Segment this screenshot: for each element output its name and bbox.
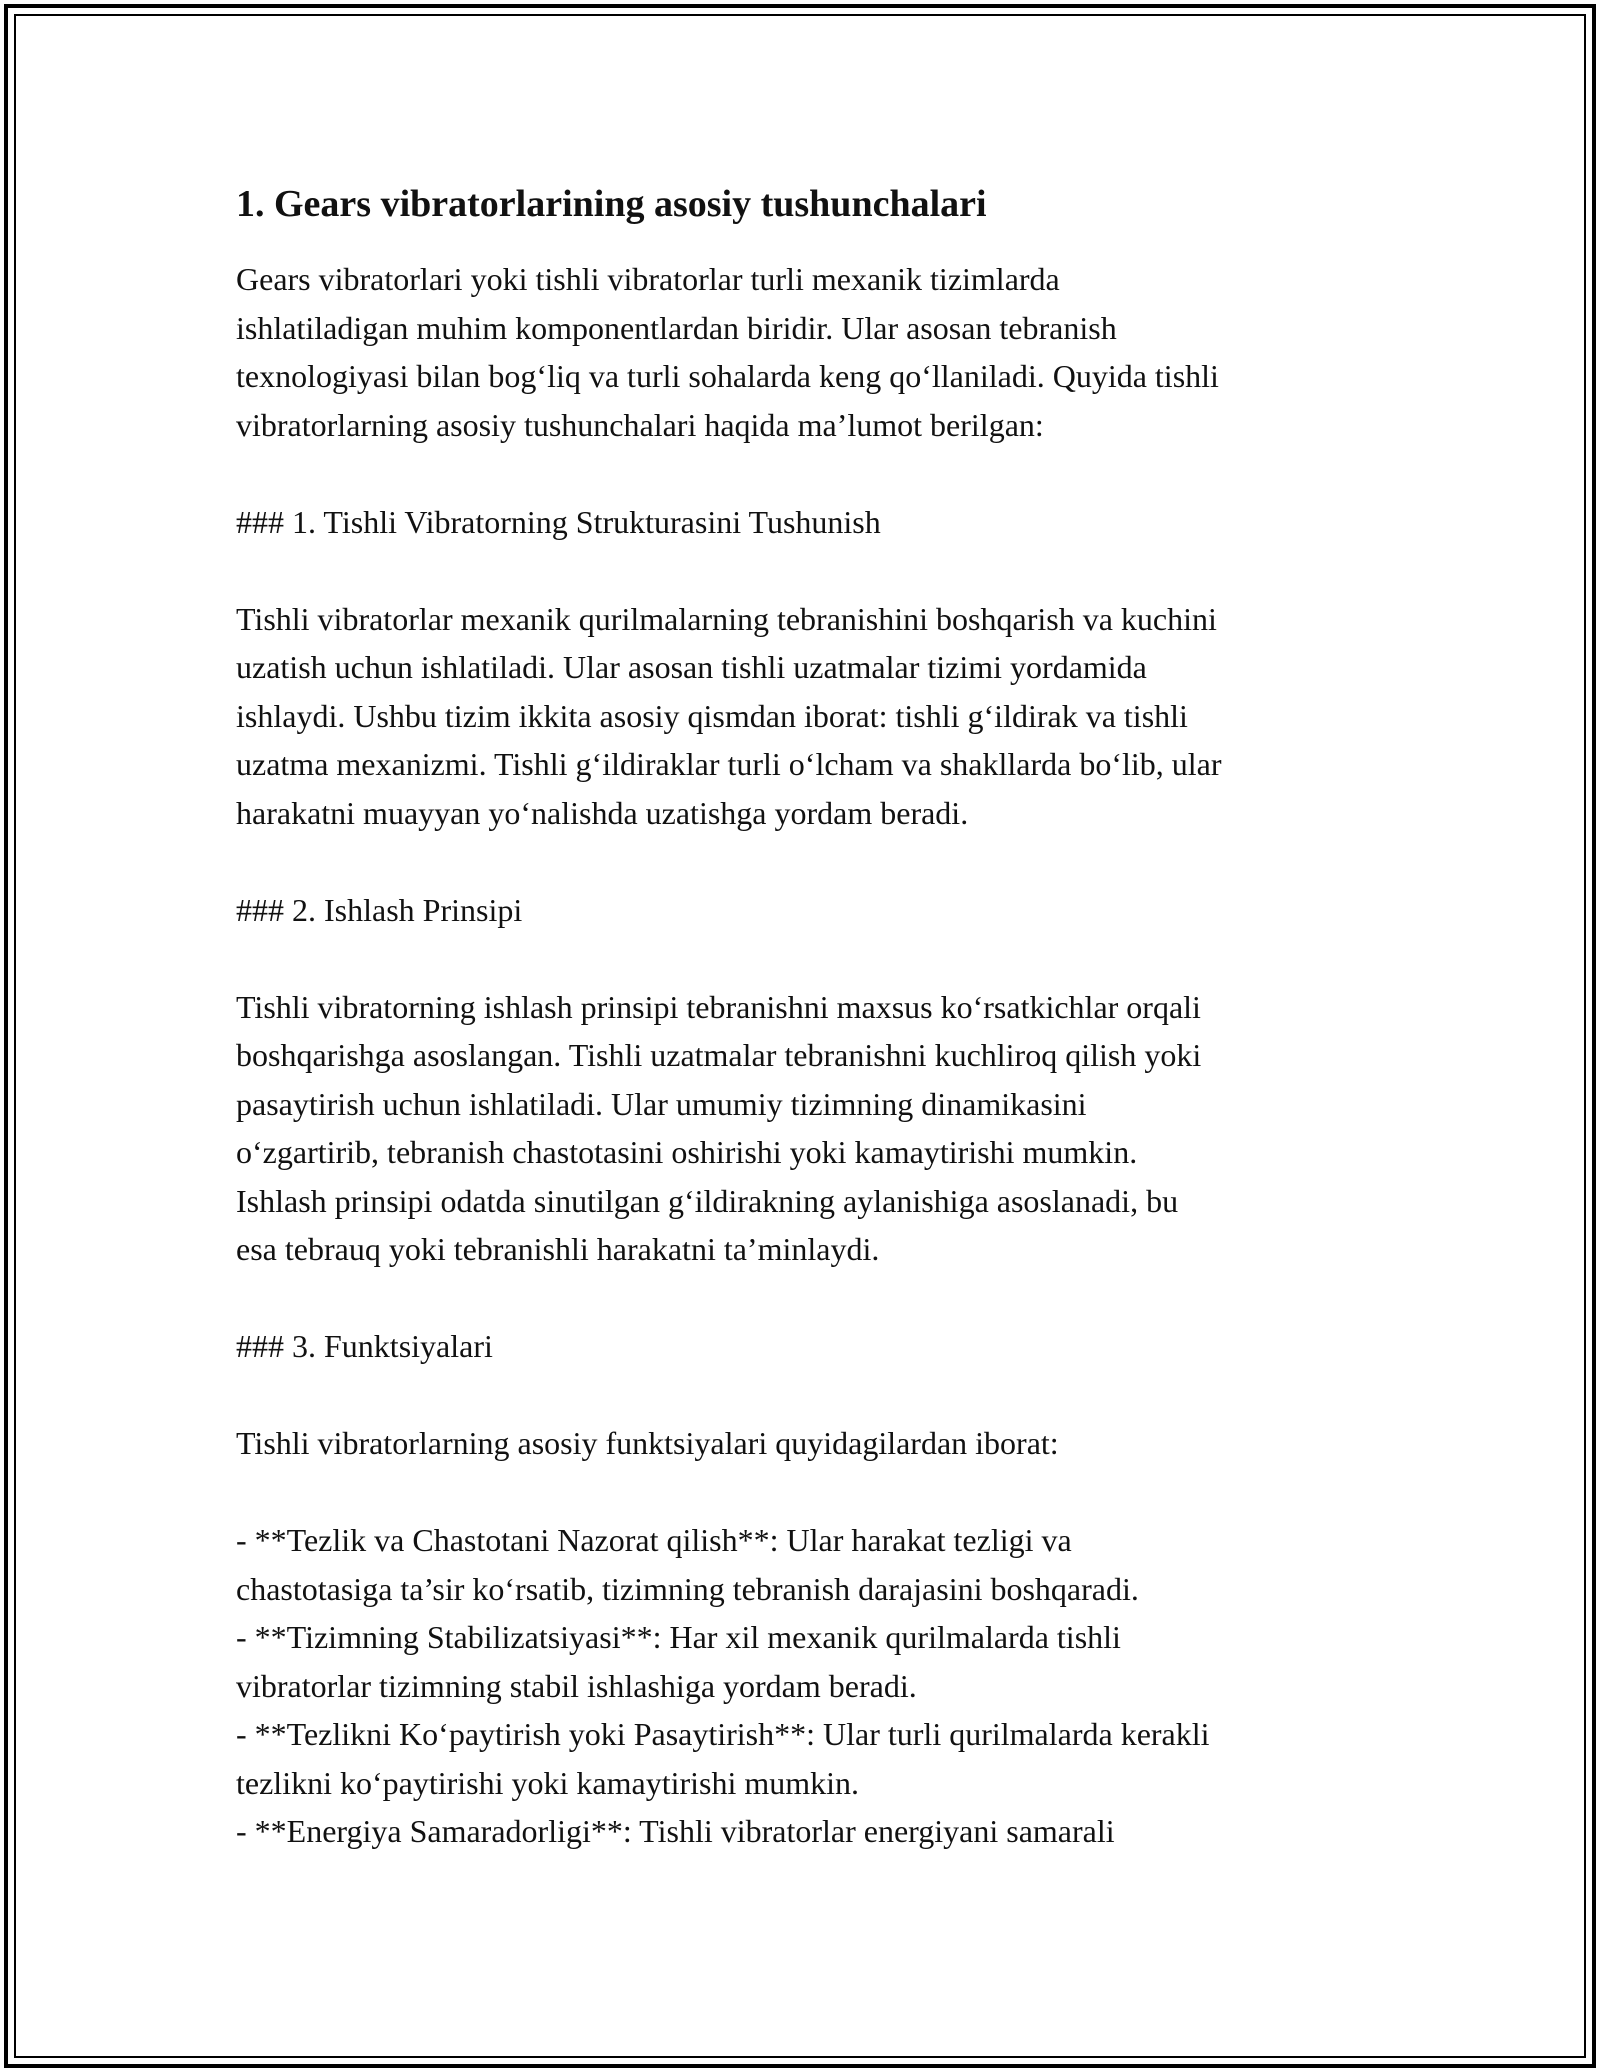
paragraph-line: ishlaydi. Ushbu tizim ikkita asosiy qismdan iborat: tishli g‘ildirak va tishli	[236, 697, 1188, 734]
paragraph-line: pasaytirish uchun ishlatiladi. Ular umumiy tizimning dinamikasini	[236, 1085, 1087, 1122]
paragraph-line: uzatish uchun ishlatiladi. Ular asosan tishli uzatmalar tizimi yordamida	[236, 649, 1147, 686]
list-item: - **Energiya Samaradorligi**: Tishli vibratorlar energiyani samarali	[236, 1813, 1115, 1850]
list-item: - **Tezlikni Ko‘paytirish yoki Pasaytirish**: Ular turli qurilmalarda kerakli	[236, 1716, 1210, 1753]
document-body	[236, 180, 1376, 1856]
section-heading-functions: ### 3. Funktsiyalari	[236, 1328, 493, 1365]
paragraph-line: texnologiyasi bilan bog‘liq va turli sohalarda keng qo‘llaniladi. Quyida tishli	[236, 358, 1219, 395]
paragraph-line: uzatma mexanizmi. Tishli g‘ildiraklar turli o‘lcham va shakllarda bo‘lib, ular	[236, 746, 1222, 783]
paragraph-line: Tishli vibratorlar mexanik qurilmalarning tebranishini boshqarish va kuchini	[236, 600, 1217, 637]
document-title: 1. Gears vibratorlarining asosiy tushunchalari	[236, 183, 987, 225]
paragraph-line: harakatni muayyan yo‘nalishda uzatishga yordam beradi.	[236, 794, 969, 831]
list-item-continuation: vibratorlar tizimning stabil ishlashiga yordam beradi.	[236, 1667, 917, 1704]
section-principle-paragraph	[236, 983, 1376, 1274]
section-heading-principle: ### 2. Ishlash Prinsipi	[236, 891, 523, 928]
paragraph-line: o‘zgartirib, tebranish chastotasini oshirishi yoki kamaytirishi mumkin.	[236, 1134, 1138, 1171]
functions-list	[236, 1516, 1376, 1856]
paragraph-line: Tishli vibratorning ishlash prinsipi tebranishni maxsus ko‘rsatkichlar orqali	[236, 988, 1201, 1025]
paragraph-line: Ishlash prinsipi odatda sinutilgan g‘ildirakning aylanishiga asoslanadi, bu	[236, 1182, 1179, 1219]
list-item: - **Tezlik va Chastotani Nazorat qilish**: Ular harakat tezligi va	[236, 1522, 1072, 1559]
functions-intro: Tishli vibratorlarning asosiy funktsiyalari quyidagilardan iborat:	[236, 1425, 1059, 1462]
paragraph-line: Gears vibratorlari yoki tishli vibratorlar turli mexanik tizimlarda	[236, 261, 1060, 298]
list-item-continuation: chastotasiga ta’sir ko‘rsatib, tizimning tebranish darajasini boshqaradi.	[236, 1570, 1139, 1607]
section-heading-structure: ### 1. Tishli Vibratorning Strukturasini Tushunish	[236, 503, 881, 540]
paragraph-line: vibratorlarning asosiy tushunchalari haqida ma’lumot berilgan:	[236, 406, 1044, 443]
list-item-continuation: tezlikni ko‘paytirishi yoki kamaytirishi mumkin.	[236, 1764, 860, 1801]
list-item: - **Tizimning Stabilizatsiyasi**: Har xil mexanik qurilmalarda tishli	[236, 1619, 1121, 1656]
paragraph-line: ishlatiladigan muhim komponentlardan biridir. Ular asosan tebranish	[236, 309, 1117, 346]
paragraph-line: esa tebrauq yoki tebranishli harakatni ta’minlaydi.	[236, 1231, 880, 1268]
paragraph-line: boshqarishga asoslangan. Tishli uzatmalar tebranishni kuchliroq qilish yoki	[236, 1037, 1202, 1074]
intro-paragraph	[236, 255, 1376, 449]
section-structure-paragraph	[236, 595, 1376, 838]
